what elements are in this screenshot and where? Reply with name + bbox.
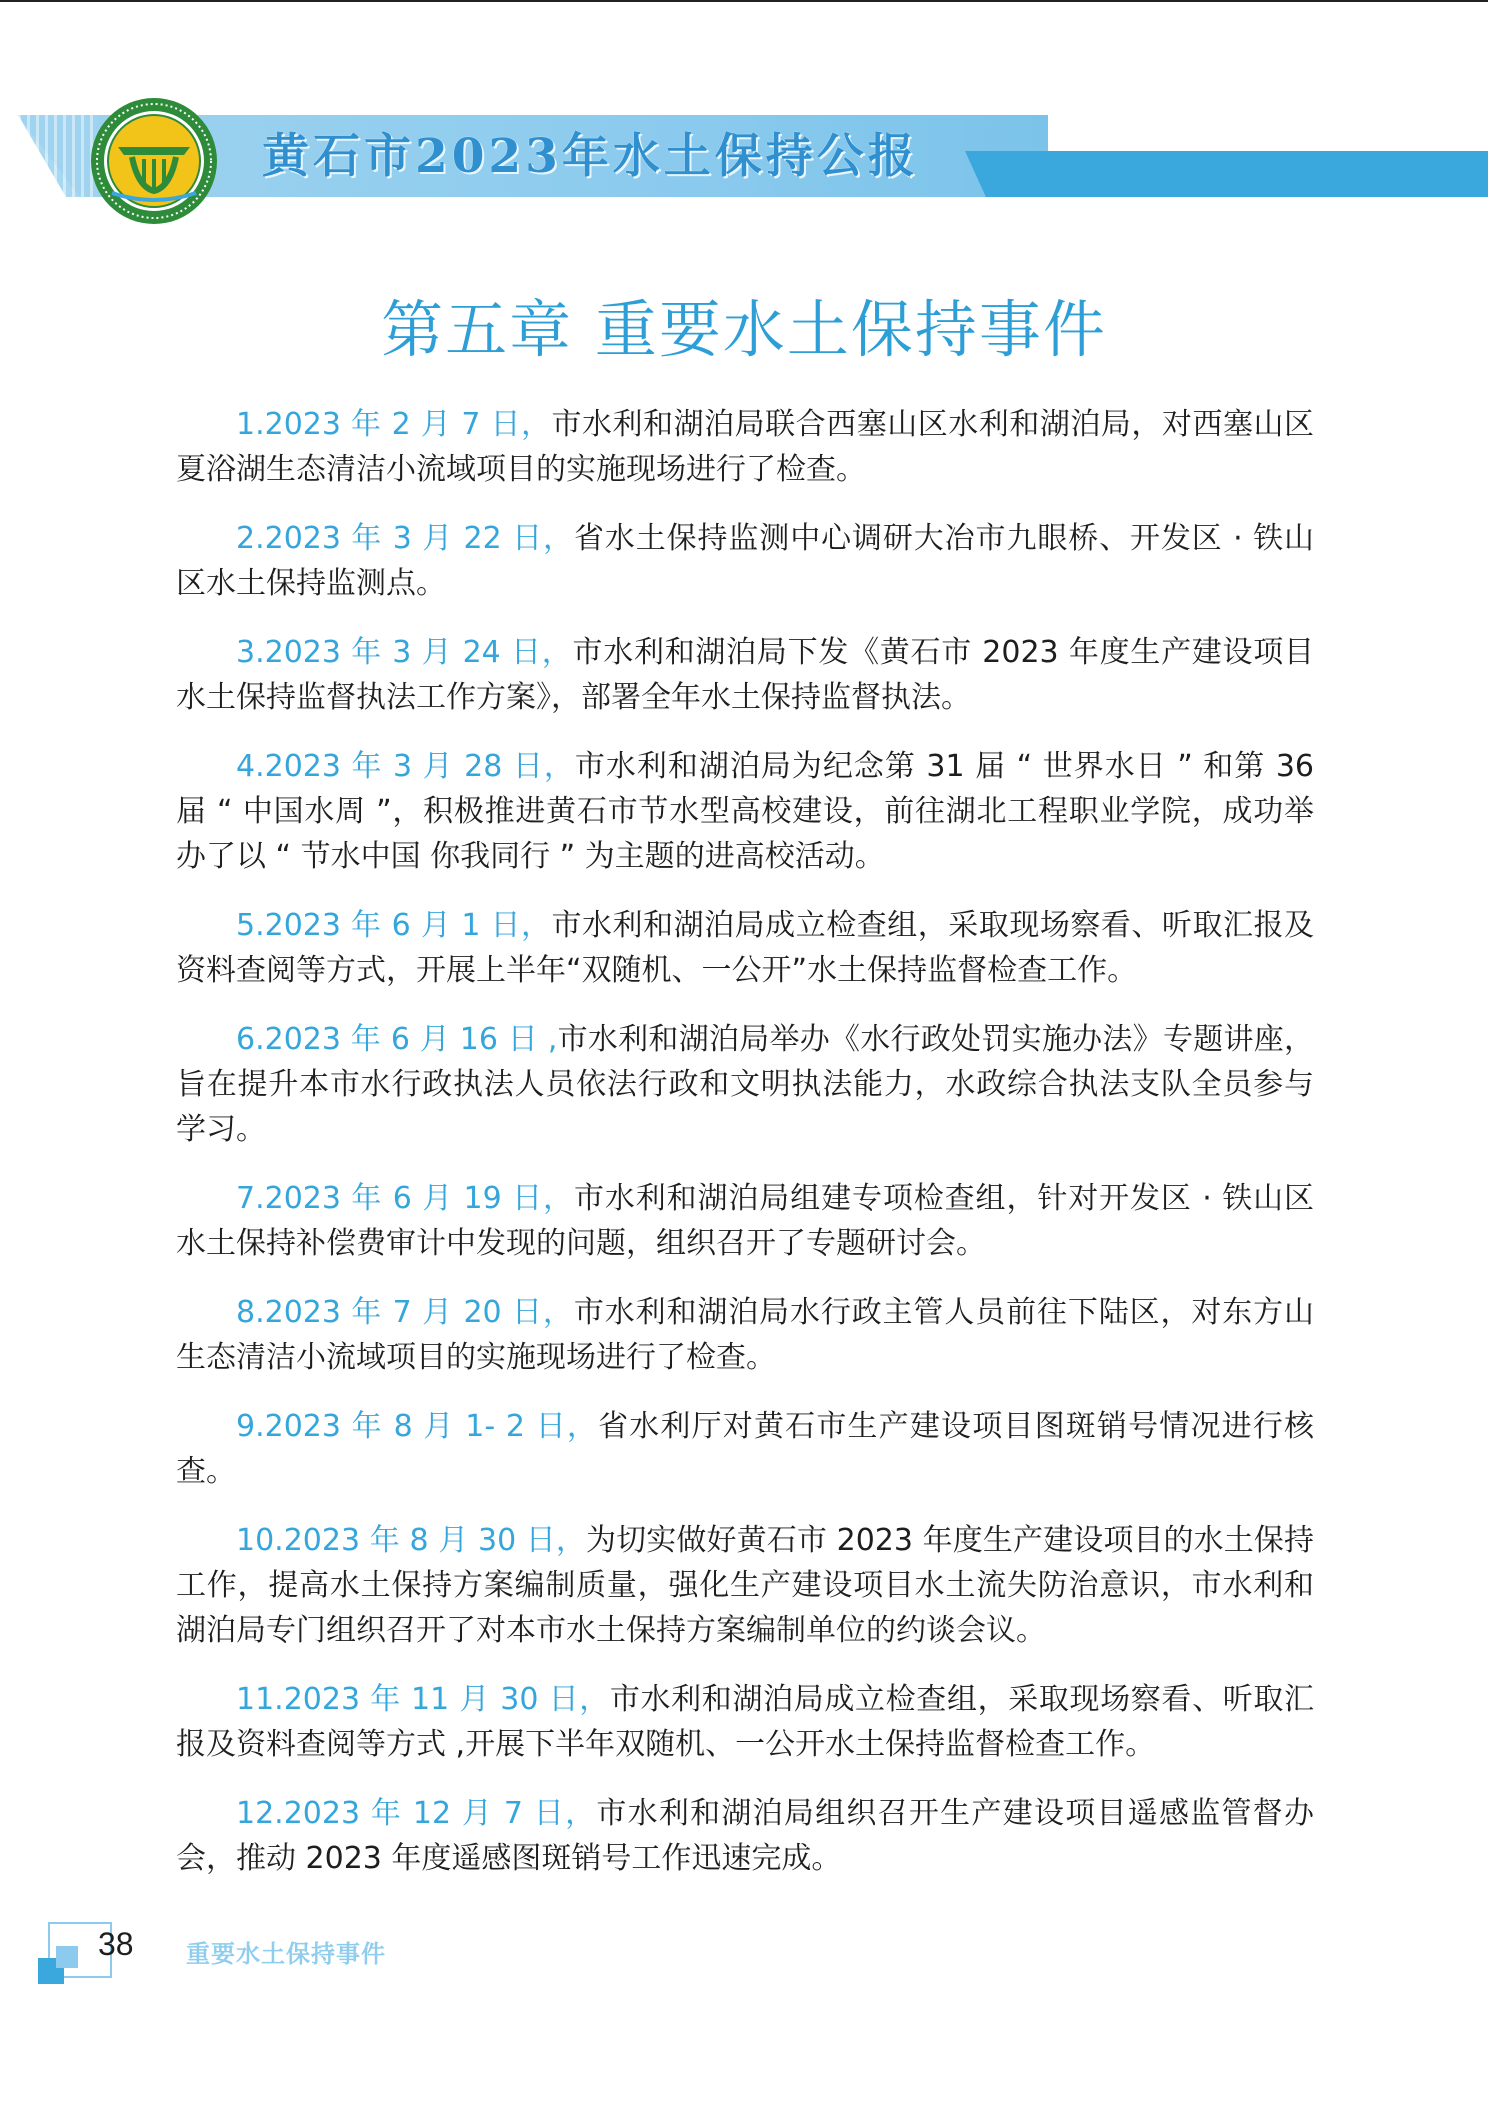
event-text: 市水利和湖泊局组织召开生产建设项目遥感监管督办会，推动 2023 年度遥感图斑销号工作迅速完成。 [176,1796,1315,1876]
event-item [176,630,1314,720]
event-item [176,1290,1314,1380]
event-item [176,516,1314,606]
page-footer [36,1922,456,1992]
event-list [176,402,1314,1905]
event-item [176,1677,1314,1767]
event-date: 6.2023 年 6 月 16 日 , [236,1022,558,1057]
footer-square-light [56,1946,78,1968]
chapter-title: 第五章 重要水土保持事件 [381,293,1107,366]
event-item [176,903,1314,993]
page-number: 38 [98,1926,134,1962]
event-date: 8.2023 年 7 月 20 日， [236,1295,574,1330]
event-text: 市水利和湖泊局为纪念第 31 届 “ 世界水日 ” 和第 36 届 “ 中国水周 ”，积极推进黄石市节水型高校建设，前往湖北工程职业学院，成功举办了以 “ 节水中国 你我同行 ” 为主题的进高校活动。 [176,749,1314,874]
event-text: 省水利厅对黄石市生产建设项目图斑销号情况进行核查。 [176,1409,1314,1489]
event-item [176,402,1314,492]
event-text: 市水利和湖泊局成立检查组，采取现场察看、听取汇报及资料查阅等方式 ,开展下半年双随机、一公开水土保持监督检查工作。 [176,1682,1315,1762]
event-date: 7.2023 年 6 月 19 日， [236,1181,574,1216]
event-item [176,1518,1314,1653]
event-date: 1.2023 年 2 月 7 日， [236,407,552,442]
event-item [176,1176,1314,1266]
event-text: 市水利和湖泊局成立检查组，采取现场察看、听取汇报及资料查阅等方式，开展上半年“双随机、一公开”水土保持监督检查工作。 [176,908,1315,988]
banner-stripe-pattern [18,115,98,197]
event-date: 2.2023 年 3 月 22 日， [236,521,574,556]
event-text: 市水利和湖泊局组建专项检查组，针对开发区 · 铁山区水土保持补偿费审计中发现的问题，组织召开了专题研讨会。 [176,1181,1314,1261]
event-item [176,744,1314,879]
event-text: 市水利和湖泊局水行政主管人员前往下陆区，对东方山生态清洁小流域项目的实施现场进行了检查。 [176,1295,1314,1375]
event-item [176,1791,1314,1881]
top-border-rule [0,0,1488,2]
header-banner [0,95,1488,205]
event-text: 市水利和湖泊局联合西塞山区水利和湖泊局，对西塞山区夏浴湖生态清洁小流域项目的实施现场进行了检查。 [176,407,1315,487]
report-title: 黄石市2023年水土保持公报 [262,129,919,184]
event-item [176,1017,1314,1152]
event-text: 市水利和湖泊局下发《黄石市 2023 年度生产建设项目水土保持监督执法工作方案》，部署全年水土保持监督执法。 [176,635,1314,715]
water-conservation-emblem-icon [88,95,220,227]
event-item [176,1404,1314,1494]
event-text: 市水利和湖泊局举办《水行政处罚实施办法》专题讲座，旨在提升本市水行政执法人员依法行政和文明执法能力，水政综合执法支队全员参与学习。 [176,1022,1315,1147]
event-date: 9.2023 年 8 月 1- 2 日， [236,1409,599,1444]
event-text: 为切实做好黄石市 2023 年度生产建设项目的水土保持工作，提高水土保持方案编制质量，强化生产建设项目水土流失防治意识，市水利和湖泊局专门组织召开了对本市水土保持方案编制单位的约谈会议。 [176,1523,1315,1648]
event-text: 省水土保持监测中心调研大冶市九眼桥、开发区 · 铁山区水土保持监测点。 [176,521,1314,601]
event-date: 10.2023 年 8 月 30 日， [236,1523,587,1558]
event-date: 12.2023 年 12 月 7 日， [236,1796,597,1831]
banner-dark-band [965,151,1488,197]
event-date: 4.2023 年 3 月 28 日， [236,749,575,784]
event-date: 11.2023 年 11 月 30 日， [236,1682,610,1717]
event-date: 3.2023 年 3 月 24 日， [236,635,573,670]
event-date: 5.2023 年 6 月 1 日， [236,908,552,943]
footer-section-title: 重要水土保持事件 [186,1940,386,1968]
